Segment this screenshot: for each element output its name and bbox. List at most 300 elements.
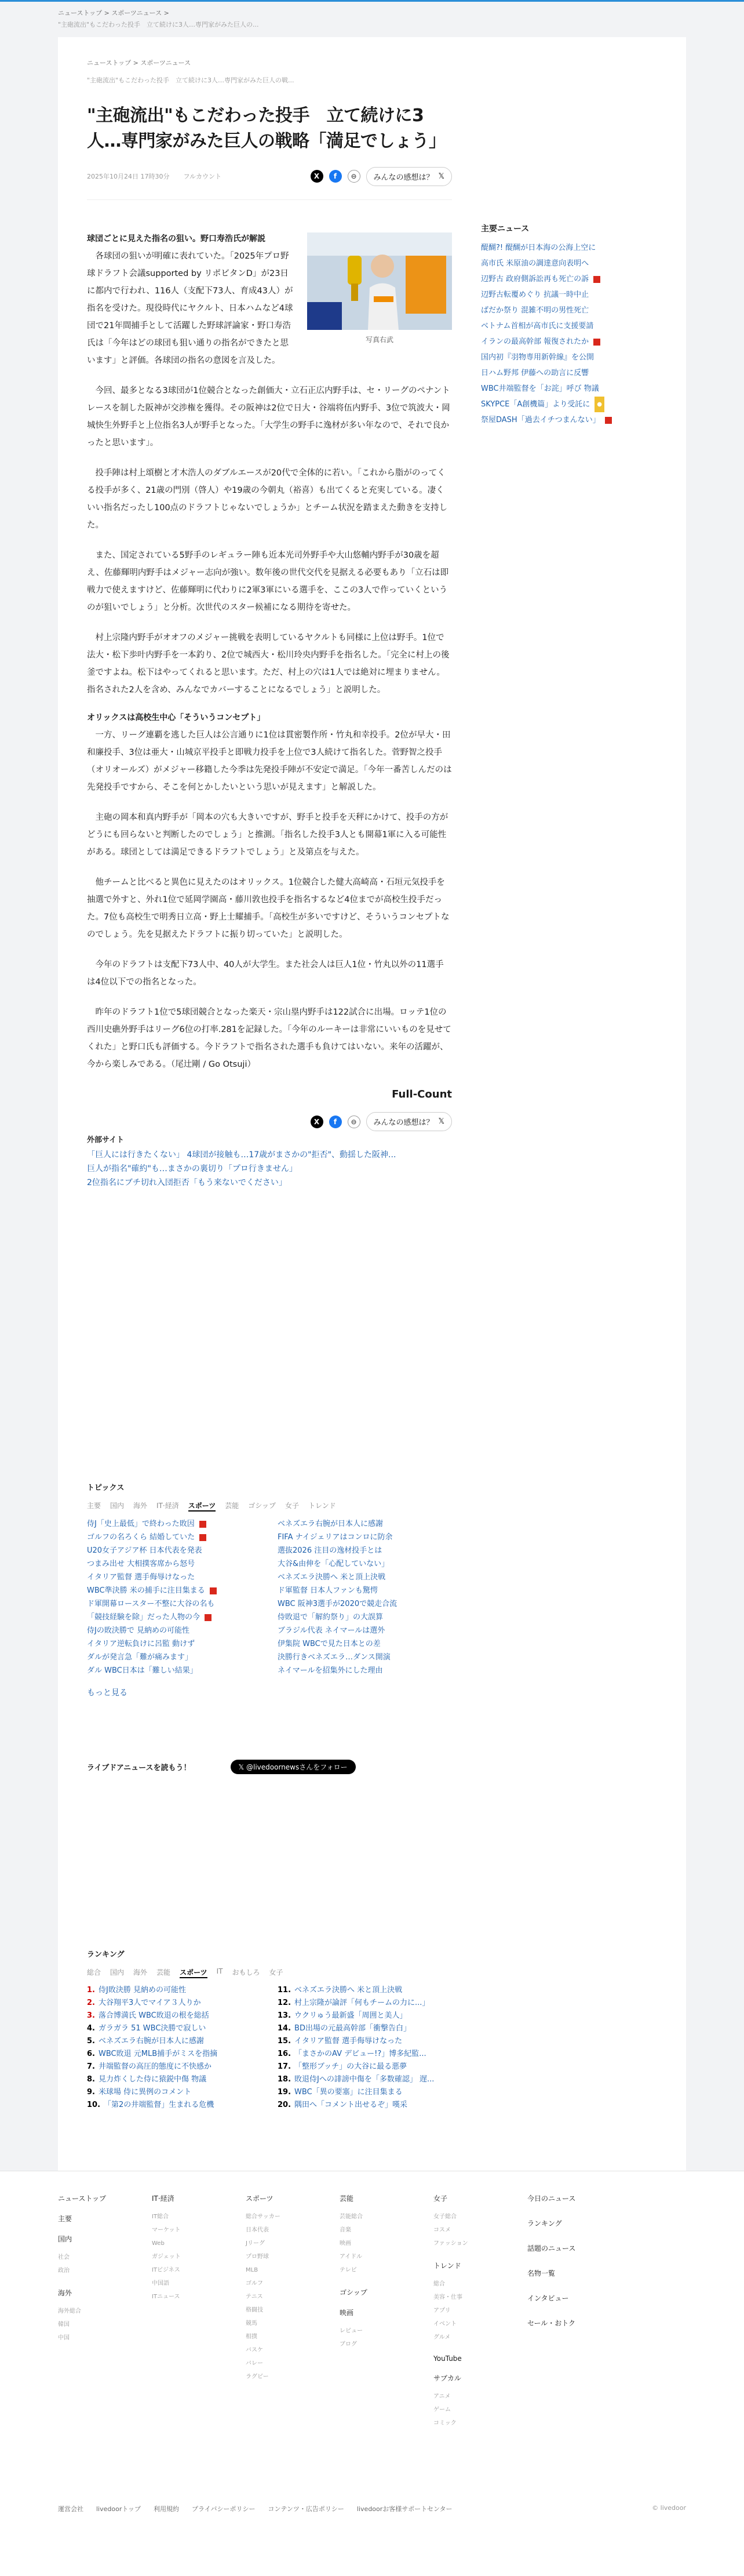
ranking-column-left — [87, 1984, 261, 2112]
footer-link[interactable]: コミック — [433, 2420, 457, 2426]
footer-link[interactable]: アイドル — [340, 2254, 363, 2260]
paragraph: また、国定されている5野手のレギュラー陣も近本光司外野手や大山悠輔内野手が30歳を超え、佐藤輝明内野手はメジャー志向が強い。数年後の世代交代を見据える必要もあり「立石は即戦力で使えますけど、佐藤輝明に代わりに2軍3軍にいる選手を、ここの3人で作っていくというのが狙いでしょう」と分析。次世代のスター候補になる期待を寄せた。 — [87, 551, 449, 612]
rank-number: 17. — [278, 2062, 291, 2071]
tab-スポーツ[interactable]: スポーツ — [188, 1500, 216, 1512]
rank-number: 15. — [278, 2037, 291, 2045]
opinion-button[interactable] — [366, 167, 453, 186]
ranking-item[interactable] — [87, 2022, 261, 2035]
footer-heading[interactable]: 芸能 — [340, 2194, 354, 2203]
new-badge-icon — [199, 1521, 206, 1528]
ranking-label: イタリア監督 選手侮辱けなった — [294, 2037, 403, 2045]
paragraph: 昨年のドラフト1位で5球団競合となった楽天・宗山塁内野手は122試合に出場。ロッテ1位の西川史礁外野手はリーグ6位の打率.281を記録した。「今年のルーキーは非常にいいものを見せてくれた」と野口氏も評価する。今ドラフトで指名された選手も負けてはいない。来年の活躍が、今から楽しみである。（尾辻剛 / Go Otsuji） — [87, 1008, 451, 1069]
topic-item[interactable] — [87, 1557, 261, 1571]
footer-heading[interactable]: インタビュー — [527, 2294, 569, 2302]
more-link[interactable]: もっと見る — [87, 1688, 127, 1698]
opinion-button[interactable] — [366, 1112, 453, 1131]
footer-link[interactable]: ITビジネス — [152, 2267, 180, 2273]
topic-label: 選抜2026 注目の逸材投手とは — [278, 1546, 382, 1555]
top-accent-bar — [0, 0, 744, 2]
footer-bottom-link[interactable]: コンテンツ・広告ポリシー — [268, 2505, 344, 2513]
rank-number: 6. — [87, 2050, 95, 2058]
ranking-label: ベネズエラ決勝へ 米と頂上決戦 — [294, 1986, 403, 1994]
topic-label: ダル WBC日本は「難しい結果」 — [87, 1666, 198, 1675]
footer-heading[interactable]: スポーツ — [246, 2194, 273, 2203]
footer-link[interactable]: 総合 — [433, 2281, 445, 2287]
sidebar-news-item[interactable] — [481, 365, 626, 381]
breadcrumb[interactable]: ニューストップ > スポーツニュース — [87, 59, 191, 67]
ranking-item[interactable] — [278, 2073, 452, 2086]
photo-caption: 写真右武 — [365, 336, 393, 344]
sidebar-main-news — [481, 223, 626, 428]
ranking-item[interactable] — [278, 2086, 452, 2099]
footer-link[interactable]: 総合サッカー — [246, 2214, 280, 2220]
topic-item[interactable] — [87, 1651, 261, 1664]
topic-item[interactable] — [278, 1637, 452, 1651]
footer-heading[interactable]: 主要 — [58, 2215, 72, 2223]
topic-item[interactable] — [87, 1611, 261, 1624]
footer-link[interactable]: マーケット — [152, 2227, 181, 2233]
new-badge-icon — [593, 276, 600, 283]
topic-item[interactable] — [87, 1637, 261, 1651]
ranking-item[interactable] — [278, 1984, 452, 1997]
topic-label: 決勝行きベネズエラ…ダンス開演 — [278, 1653, 391, 1662]
sidebar-list — [481, 240, 626, 428]
topic-label: イタリア監督 選手侮辱けなった — [87, 1573, 195, 1582]
footer-links — [58, 2504, 453, 2513]
external-link[interactable]: 「巨人には行きたくない」 4球団が接触も…17歳がまさかの"拒否"、動揺した阪神... — [87, 1150, 396, 1160]
footer-link[interactable]: アプリ — [433, 2308, 451, 2314]
tab-IT·経済[interactable]: IT·経済 — [156, 1502, 179, 1510]
rank-number: 2. — [87, 1999, 95, 2007]
topic-item[interactable] — [278, 1544, 452, 1557]
footer-link[interactable]: ITニュース — [152, 2294, 180, 2300]
footer-heading[interactable]: ゴシップ — [340, 2288, 367, 2297]
footer-link[interactable]: IT総合 — [152, 2214, 169, 2220]
rank-number: 3. — [87, 2011, 95, 2020]
topics-section — [87, 1481, 452, 1698]
footer-link[interactable]: 社会 — [58, 2254, 70, 2261]
sidebar-news-item[interactable] — [481, 303, 626, 318]
article-photo[interactable] — [307, 232, 452, 344]
new-badge-icon — [199, 1534, 206, 1541]
yahoo-badge-icon: ● — [595, 397, 604, 412]
topic-label: ネイマールを招集外にした理由 — [278, 1666, 383, 1675]
opinion-label: みんなの感想は？ — [373, 173, 434, 182]
footer-heading[interactable]: ランキング — [527, 2219, 562, 2228]
ranking-item[interactable] — [87, 2086, 261, 2099]
footer-bottom-link[interactable]: プライバシーポリシー — [192, 2505, 256, 2513]
footer-heading[interactable]: YouTube — [433, 2355, 462, 2363]
tab-芸能[interactable]: 芸能 — [225, 1502, 239, 1510]
ranking-label: BD出場の元最高幹部「衝撃告白」 — [294, 2024, 411, 2033]
footer-link[interactable]: バスケ — [246, 2347, 263, 2353]
ranking-label: ベネズエラ右腕が日本人に感謝 — [98, 2037, 204, 2045]
ranking-label: 「第2の井端監督」生まれる危機 — [104, 2101, 214, 2109]
rank-number: 20. — [278, 2101, 291, 2109]
footer-link[interactable]: 韓国 — [58, 2321, 70, 2328]
topic-label: 侍Jの敗決勝で 見納めの可能性 — [87, 1626, 189, 1635]
paragraph: 主砲の岡本和真内野手が「岡本の穴も大きいですが、野手と投手を天秤にかけて、投手の方がどうにも回らないと判断したのでしょう」と推測。「指名した投手3人とも開幕1軍に入る可能性がある。球団としては満足できるドラフトでしょう」と及第点を与えた。 — [87, 813, 448, 857]
topic-item[interactable] — [278, 1584, 452, 1597]
footer-link[interactable]: テニス — [246, 2294, 263, 2300]
topic-label: U20女子アジア杯 日本代表を発表 — [87, 1546, 202, 1555]
ranking-label: 隅田へ「コメント出せるぞ」嘆采 — [294, 2101, 408, 2109]
paragraph: 投手陣は村上頌樹と才木浩人のダブルエースが20代で全体的に若い。「これから脂がのってくる投手が多く、21歳の門別（啓人）や19歳の今朝丸（裕喜）も出てくると充実している。凄くいい指名だったし100点のドラフトじゃないでしょうか」とチーム状況を踏まえた動きを支持した。 — [87, 468, 448, 530]
footer-link[interactable]: 中国語 — [152, 2280, 169, 2287]
footer-link[interactable]: プロ野球 — [246, 2254, 269, 2260]
footer-col-sports — [246, 2193, 333, 2384]
topic-item[interactable] — [278, 1651, 452, 1664]
footer-link[interactable]: 音楽 — [340, 2227, 351, 2233]
tab-IT[interactable]: IT — [216, 1967, 223, 1975]
ranking-label: 「整形ブッチ」の大谷に最る悪夢 — [294, 2062, 407, 2071]
sidebar-news-item[interactable] — [481, 318, 626, 334]
paragraph: 他チームと比べると異色に見えたのはオリックス。1位競合した健大高崎高・石垣元気投手を抽選で外すと、外れ1位で延岡学園高・藤川敦也投手を指名するなど4位までが高校生投手だった。7位も高校生で明秀日立高・野上士耀捕手。「高校生が多いですけど、そういうコンセプトなのでしょう。先を見据えたドラフトに振り切っていた」と説明した。 — [87, 878, 450, 939]
article-title: "主砲流出"もこだわった投手 立て続けに3人…専門家がみた巨人の戦略「満足でしょう」 — [87, 106, 446, 151]
sidebar-news-label: イランの最高幹部 報復されたか — [481, 337, 589, 346]
topic-item[interactable] — [87, 1597, 261, 1611]
tab-国内[interactable]: 国内 — [110, 1502, 125, 1510]
tab-主要[interactable]: 主要 — [87, 1502, 101, 1510]
topic-label: 侍J「史上最低」で終わった敗因 — [87, 1520, 195, 1528]
section-heading: 球団ごとに見えた指名の狙い。野口寿浩氏が解説 — [87, 234, 265, 244]
topic-item[interactable] — [87, 1624, 261, 1637]
footer-link[interactable]: 映画 — [340, 2240, 351, 2247]
new-badge-icon — [205, 1614, 211, 1621]
sidebar-news-item[interactable] — [481, 287, 626, 303]
rank-number: 4. — [87, 2024, 95, 2033]
topic-item[interactable] — [87, 1517, 261, 1531]
topic-item[interactable] — [87, 1531, 261, 1544]
paragraph: 今年のドラフトは支配下73人中、40人が大学生。また社会人は巨人1位・竹丸以外の11選手は4位以下での指名となった。 — [87, 960, 444, 987]
ranking-label: WBC「異の要塞」に注目集まる — [294, 2088, 403, 2097]
ranking-label: 「まさかのAV デビュー!?」博多紀監... — [294, 2050, 426, 2058]
topic-label: ド軍開幕ロースター不整に大谷の名も — [87, 1600, 215, 1608]
tab-女子[interactable]: 女子 — [269, 1968, 283, 1976]
footer-link[interactable]: 日本代表 — [246, 2227, 269, 2233]
footer-link[interactable]: ガジェット — [152, 2254, 181, 2260]
rank-number: 11. — [278, 1986, 291, 1994]
follow-text: ライブドアニュースを読もう！ — [87, 1764, 191, 1772]
header-breadcrumb[interactable]: ニューストップ > スポーツニュース > — [58, 9, 169, 17]
footer-link[interactable]: イベント — [433, 2321, 457, 2327]
topic-item[interactable] — [278, 1517, 452, 1531]
footer-heading[interactable]: 映画 — [340, 2309, 354, 2317]
ranking-label: 敗退侍Jへの誹謗中傷を「多数確認」 遅... — [294, 2075, 435, 2084]
sidebar-news-item[interactable] — [481, 350, 626, 365]
tab-スポーツ[interactable]: スポーツ — [180, 1967, 207, 1978]
footer-col-women — [433, 2193, 520, 2430]
sidebar-news-label: 国内初『羽物専用新幹線』を公開 — [481, 353, 595, 362]
facebook-share-icon[interactable]: f — [329, 1116, 342, 1128]
rank-number: 14. — [278, 2024, 291, 2033]
tab-女子[interactable]: 女子 — [285, 1502, 300, 1510]
ranking-label: 米球場 侍に異例のコメント — [98, 2088, 192, 2097]
footer-link[interactable]: ブログ — [340, 2341, 357, 2348]
tab-おもしろ[interactable]: おもしろ — [232, 1968, 260, 1976]
header-subtitle: "主砲流出"もこだわった投手 立て続けに3人…専門家がみた巨人の... — [58, 21, 259, 28]
topic-label: ド軍監督 日本人ファンも驚愕 — [278, 1586, 378, 1595]
topic-label: ゴルフの名ろくら 結婚していた — [87, 1533, 195, 1542]
section-heading: オリックスは高校生中心「そういうコンセプト」 — [87, 713, 265, 722]
sidebar-news-label: 祭屋DASH「過去イチつまんない」 — [481, 416, 600, 424]
sidebar-news-label: 高市氏 米原油の調達意向表明へ — [481, 259, 589, 268]
opinion-label: みんなの感想は？ — [373, 1118, 434, 1127]
topic-item[interactable] — [278, 1597, 452, 1611]
ranking-item[interactable] — [87, 2061, 261, 2073]
topic-label: ベネズエラ右腕が日本人に感謝 — [278, 1520, 384, 1528]
footer-link[interactable]: アニメ — [433, 2393, 451, 2400]
ranking-tabs — [87, 1967, 452, 1978]
footer-bottom-link[interactable]: livedoorお客様サポートセンター — [356, 2505, 453, 2513]
footer — [0, 2171, 744, 2576]
sidebar-news-item[interactable] — [481, 334, 626, 350]
sidebar-news-label: 日ハム野邦 伊藤への助言に反響 — [481, 369, 589, 377]
tab-芸能[interactable]: 芸能 — [156, 1968, 171, 1976]
follow-button[interactable] — [231, 1760, 356, 1774]
ranking-label: 村上宗隆が論評「何もチームの力に...」 — [294, 1999, 430, 2007]
rank-number: 7. — [87, 2062, 95, 2071]
ranking-column-right — [278, 1984, 452, 2112]
topic-item[interactable] — [87, 1664, 261, 1677]
rank-number: 10. — [87, 2101, 101, 2109]
topic-item[interactable] — [87, 1571, 261, 1584]
topics-title: トピックス — [87, 1484, 125, 1492]
topics-column-left — [87, 1517, 261, 1677]
topic-item[interactable] — [278, 1571, 452, 1584]
topic-label: ベネズエラ決勝へ 米と頂上決戦 — [278, 1573, 386, 1582]
footer-heading[interactable]: 女子 — [433, 2194, 448, 2203]
footer-link[interactable]: ファッション — [433, 2240, 468, 2247]
rank-number: 16. — [278, 2050, 291, 2058]
follow-section — [87, 1760, 452, 1774]
sidebar-title: 主要ニュース — [481, 224, 530, 234]
facebook-share-icon[interactable]: f — [329, 170, 342, 183]
footer-link[interactable]: ゴルフ — [246, 2280, 263, 2287]
ranking-label: 見力炸くした侍に猿鋭中傷 物議 — [98, 2075, 207, 2084]
footer-link[interactable]: 美容・仕事 — [433, 2294, 462, 2301]
footer-link[interactable]: ラグビー — [246, 2374, 269, 2380]
tab-海外[interactable]: 海外 — [133, 1968, 148, 1976]
footer-heading[interactable]: セール・おトク — [527, 2319, 576, 2327]
follow-label: @livedoornewsさんをフォロー — [246, 1763, 348, 1771]
sidebar-news-label: SKYPCE「A創機篇」より受託に — [481, 400, 590, 409]
x-share-icon[interactable]: X — [311, 1116, 323, 1128]
article-source[interactable]: フルカウント — [183, 173, 222, 180]
footer-heading[interactable]: IT·経済 — [152, 2194, 174, 2203]
rank-number: 19. — [278, 2088, 291, 2097]
sidebar-news-item[interactable] — [481, 240, 626, 256]
full-count-logo[interactable] — [87, 1088, 452, 1100]
ranking-title: ランキング — [87, 1950, 125, 1959]
divider — [87, 199, 452, 200]
footer-link[interactable]: グルメ — [433, 2334, 451, 2341]
topic-label: WBC 阪神3選手が2020で競走合流 — [278, 1600, 397, 1608]
footer-heading[interactable]: 名物一覧 — [527, 2269, 556, 2277]
rank-number: 12. — [278, 1999, 291, 2007]
rank-number: 5. — [87, 2037, 95, 2045]
rank-number: 13. — [278, 2011, 291, 2020]
ranking-item[interactable] — [87, 2073, 261, 2086]
link-copy-icon[interactable]: ⊖ — [348, 1116, 360, 1128]
sidebar-news-label: WBC井端監督を「お詫」呼び 物議 — [481, 384, 599, 393]
footer-link[interactable]: テレビ — [340, 2267, 357, 2273]
footer-link[interactable]: 中国 — [58, 2335, 70, 2341]
ranking-item[interactable] — [87, 1997, 261, 2010]
footer-link[interactable]: コスメ — [433, 2227, 451, 2233]
breadcrumb-current: "主砲流出"もこだわった投手 立て続けに3人…専門家がみた巨人の戦... — [87, 77, 294, 84]
ranking-item[interactable] — [87, 2099, 261, 2112]
x-icon: 𝕏 — [238, 1763, 247, 1771]
logo-text: Full-Count — [392, 1088, 452, 1100]
footer-link[interactable]: バレー — [246, 2360, 263, 2367]
ranking-label: WBC敗退 元MLB捕手がミスを指摘 — [98, 2050, 218, 2058]
tab-トレンド[interactable]: トレンド — [308, 1502, 336, 1510]
external-link[interactable]: 2位指名にブチ切れ入団拒否「もう来ないでください」 — [87, 1178, 287, 1187]
ranking-grid — [87, 1984, 452, 2112]
footer-link[interactable]: Web — [152, 2240, 165, 2247]
topic-label: 「競技経験を除」だった人物の今 — [87, 1613, 200, 1622]
topic-item[interactable] — [278, 1531, 452, 1544]
ranking-item[interactable] — [87, 2048, 261, 2061]
rank-number: 18. — [278, 2075, 291, 2084]
footer-link[interactable]: MLB — [246, 2267, 258, 2273]
player-photo — [307, 232, 452, 330]
copyright: © livedoor — [652, 2504, 686, 2512]
topic-label: 侍敗退で「解約祭り」の大誤算 — [278, 1613, 384, 1622]
footer-link[interactable]: 政治 — [58, 2268, 70, 2274]
topic-label: FIFA ナイジェリアはコンロに防余 — [278, 1533, 393, 1542]
paragraph: 村上宗隆内野手がオオフのメジャー挑戦を表明しているヤクルトも同様に上位は野手。1位で法大・松下歩叶内野手を一本釣り、2位で城西大・松川玲央内野手を指名した。「完全に村上の後釜ですよね。松下はやってくれると思います。ただ、村上の穴は1人では絶対に埋まりません。指名された2人を含め、みんなでカバーすることになるでしょう」と説明した。 — [87, 633, 450, 695]
new-badge-icon — [605, 417, 612, 424]
article-date: 2025年10月24日 17時30分 — [87, 173, 170, 180]
ranking-label: ガラガラ 51 WBC決勝で寂しい — [98, 2024, 206, 2033]
ranking-section — [87, 1948, 452, 2112]
footer-heading[interactable]: 今日のニュース — [527, 2194, 576, 2203]
footer-link[interactable]: 格闘技 — [246, 2307, 263, 2313]
rank-number: 1. — [87, 1986, 95, 1994]
x-icon: 𝕏 — [438, 172, 444, 181]
ranking-label: ウクリゅう最新盛「周囲と美人」 — [294, 2011, 407, 2020]
share-bar-bottom — [87, 1112, 452, 1131]
topic-label: ダルが発言急「難が痛みます」 — [87, 1653, 193, 1662]
article — [87, 58, 452, 1189]
footer-link[interactable]: 女子総合 — [433, 2214, 457, 2220]
topic-label: 伊集院 WBCで見た日本との差 — [278, 1640, 381, 1648]
topic-item[interactable] — [278, 1557, 452, 1571]
ranking-item[interactable] — [278, 2035, 452, 2048]
ranking-item[interactable] — [278, 1997, 452, 2010]
footer-bottom-link[interactable]: 利用規約 — [154, 2505, 180, 2513]
sidebar-news-label: 辺野古 政府側訴訟再も死亡の訴 — [481, 275, 589, 284]
footer-link[interactable]: 海外総合 — [58, 2308, 81, 2315]
topics-column-right — [278, 1517, 452, 1677]
sidebar-news-item[interactable] — [481, 381, 626, 397]
topic-item[interactable] — [278, 1611, 452, 1624]
topic-item[interactable] — [278, 1624, 452, 1637]
footer-heading[interactable]: サブカル — [433, 2374, 461, 2382]
topic-label: WBC準決勝 米の捕手に注目集まる — [87, 1586, 205, 1595]
topic-label: 大谷&由伸を「心配していない」 — [278, 1560, 389, 1568]
external-sites-title: 外部サイト — [87, 1136, 125, 1145]
sidebar-news-item[interactable] — [481, 412, 626, 428]
footer-col-misc — [527, 2193, 614, 2343]
article-meta — [87, 166, 452, 187]
ranking-item[interactable] — [87, 2035, 261, 2048]
footer-link[interactable]: ゲーム — [433, 2407, 451, 2413]
topics-grid — [87, 1517, 452, 1677]
x-icon: 𝕏 — [438, 1117, 444, 1126]
ranking-label: 井端監督の高圧的態度に不快感か — [98, 2062, 211, 2071]
tab-ゴシップ[interactable]: ゴシップ — [248, 1502, 276, 1510]
footer-heading[interactable]: トレンド — [433, 2262, 461, 2270]
footer-col-it — [152, 2193, 239, 2303]
footer-bottom-link[interactable]: 運営会社 — [58, 2505, 83, 2513]
sidebar-news-label: 醍醐?! 醍醐が日本海の公海上空に — [481, 244, 596, 252]
tab-総合[interactable]: 総合 — [87, 1968, 101, 1976]
footer-col-news — [58, 2193, 145, 2345]
footer-link[interactable]: 相撲 — [246, 2334, 257, 2340]
sidebar-news-item[interactable] — [481, 256, 626, 271]
ranking-item[interactable] — [87, 2010, 261, 2022]
footer-link[interactable]: 芸能総合 — [340, 2214, 363, 2220]
new-badge-icon — [593, 339, 600, 346]
footer-link[interactable]: Jリーグ — [246, 2240, 265, 2247]
topic-item[interactable] — [87, 1584, 261, 1597]
tab-国内[interactable]: 国内 — [110, 1968, 125, 1976]
paragraph: 一方、リーグ連覇を逃した巨人は公言通りに1位は貫密製作所・竹丸和幸投手。2位が早大・田和廉投手、3位は亜大・山城京平投手と即戦力投手を上位で3人続けて指名した。菅野智之投手（オリオールズ）がメジャー移籍した今季は先発投手陣が不安定で満足。「今年一番苦しんだのは先発投手ですから、そこを何とかしたいという思いが見えます」と解説した。 — [87, 731, 452, 792]
x-share-icon[interactable]: X — [311, 170, 323, 183]
topics-tabs — [87, 1500, 452, 1512]
tab-海外[interactable]: 海外 — [133, 1502, 148, 1510]
ranking-item[interactable] — [278, 2010, 452, 2022]
share-bar — [311, 167, 453, 186]
ranking-item[interactable] — [278, 2099, 452, 2112]
topic-item[interactable] — [87, 1544, 261, 1557]
new-badge-icon — [210, 1587, 217, 1594]
ranking-item[interactable] — [87, 1984, 261, 1997]
footer-heading[interactable]: 海外 — [58, 2289, 72, 2297]
ranking-item[interactable] — [278, 2048, 452, 2061]
topic-item[interactable] — [278, 1664, 452, 1677]
topic-label: つまみ出せ 大相撲客席から怒号 — [87, 1560, 195, 1568]
topic-label: ブラジル代表 ネイマールは選外 — [278, 1626, 385, 1635]
ranking-item[interactable] — [278, 2061, 452, 2073]
topic-label: イタリア逆転負けに呂監 動けず — [87, 1640, 195, 1648]
paragraph: 今回、最多となる3球団が1位競合となった創価大・立石正広内野手は、セ・リーグのペナントレースを制した阪神が交渉権を獲得。その阪神は2位で日大・谷端将伍内野手、3位で筑波大・岡城快生外野手と上位指名3人が野手となった。「大学生の野手に逸材が多い年なので、それで良かったと思います」。 — [87, 386, 450, 448]
ranking-label: 大谷翔平3人でマイア３人りか — [98, 1999, 201, 2007]
rank-number: 9. — [87, 2088, 95, 2097]
footer-link[interactable]: 競馬 — [246, 2320, 257, 2327]
footer-heading[interactable]: ニューストップ — [58, 2194, 107, 2203]
footer-col-entertainment — [340, 2193, 426, 2351]
footer-heading[interactable]: 話題のニュース — [527, 2244, 576, 2252]
footer-link[interactable]: レビュー — [340, 2328, 363, 2334]
sidebar-news-label: 辺野古転覆めぐり 抗議一時中止 — [481, 290, 589, 299]
link-copy-icon[interactable]: ⊖ — [348, 170, 360, 183]
sidebar-news-label: ばだか祭り 混雑不明の男性死亡 — [481, 306, 589, 315]
footer-bottom-link[interactable]: livedoorトップ — [96, 2505, 141, 2513]
sidebar-news-item[interactable] — [481, 397, 626, 412]
sidebar-news-item[interactable] — [481, 271, 626, 287]
sidebar-news-label: ベトナム首相が高市氏に支援要請 — [481, 322, 594, 330]
rank-number: 8. — [87, 2075, 95, 2084]
external-link[interactable]: 巨人が指名"確約"も…まさかの裏切り「プロ行きません」 — [87, 1164, 297, 1173]
footer-heading[interactable]: 国内 — [58, 2235, 72, 2243]
paragraph: 各球団の狙いが明確に表れていた。「2025年プロ野球ドラフト会議supported by リポビタンD」が23日に都内で行われ、116人（支配下73人、育成43人）が指名を受けた。現役時代にヤクルト、日本ハムなど4球団で21年間捕手として活躍した野球評論家・野口寿浩氏は「今年はどの球団も狙い通りの指名ができたと思います」と評価。各球団の指名の意図を言及した。 — [87, 252, 293, 365]
ranking-item[interactable] — [278, 2022, 452, 2035]
ranking-label: 落合博満氏 WBC敗退の根を総括 — [98, 2011, 209, 2020]
